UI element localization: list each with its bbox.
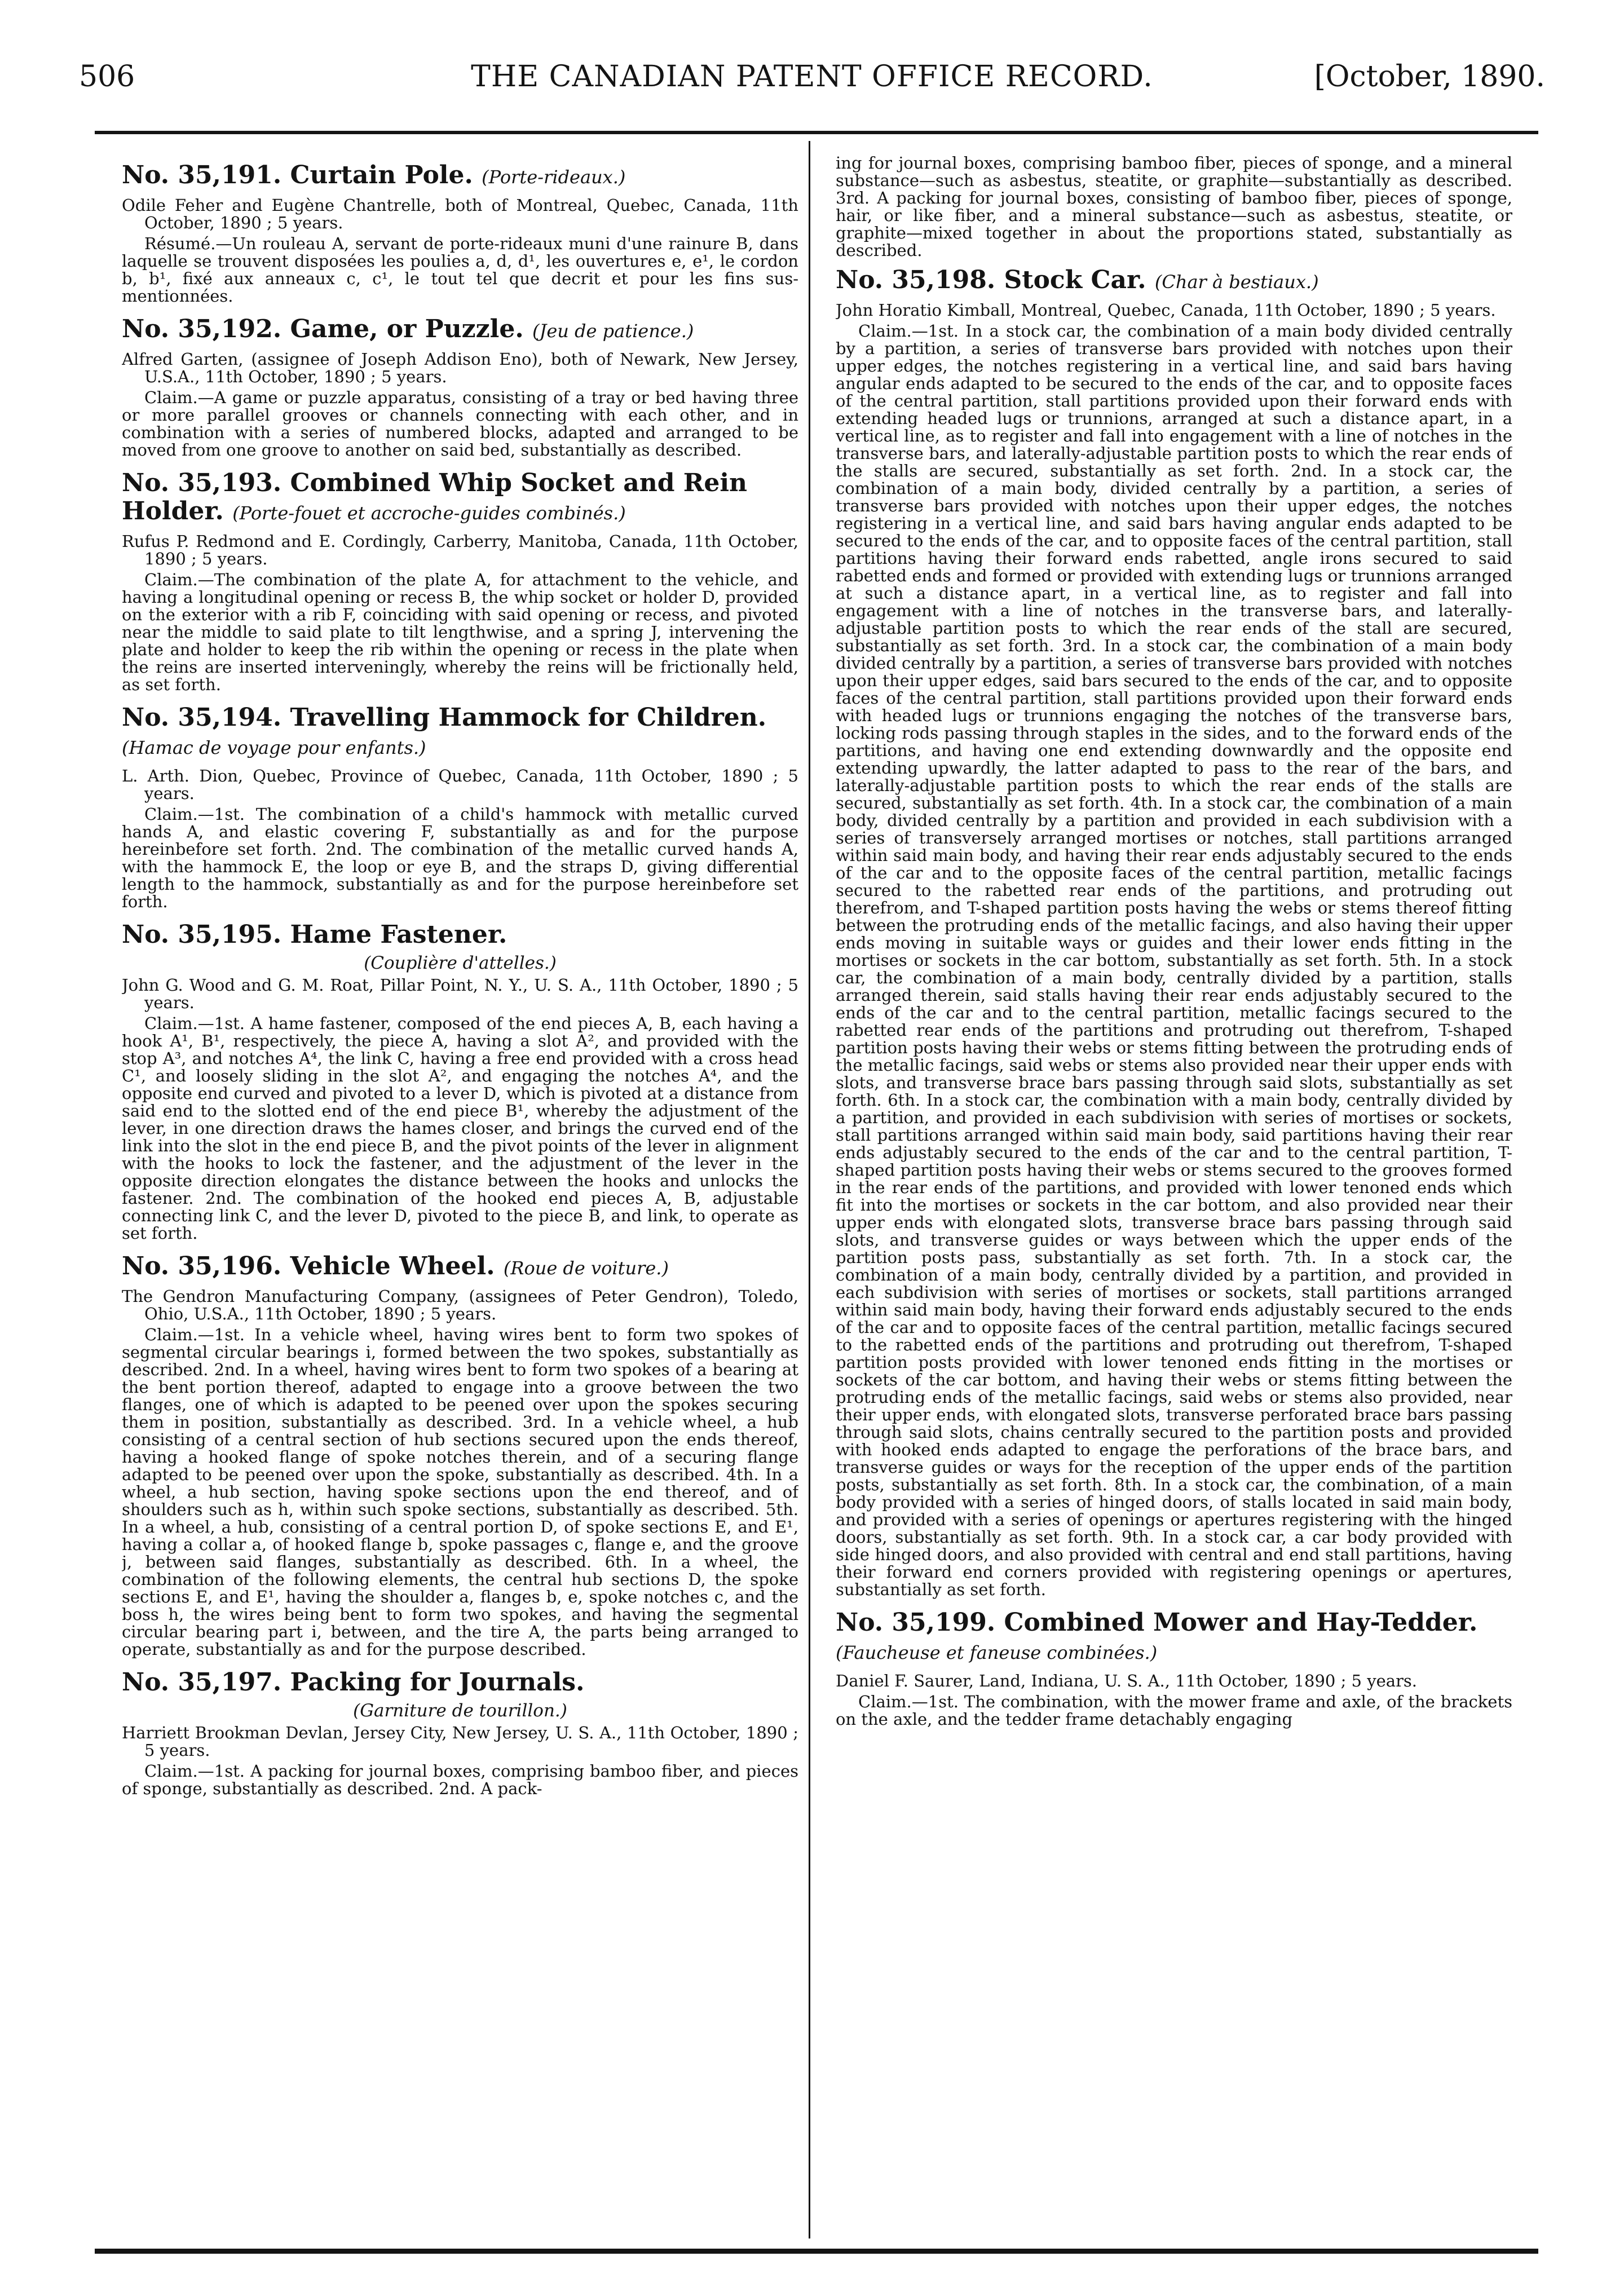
column-divider <box>809 141 810 2238</box>
claim-text: Claim.—The combination of the plate A, for attachment to the vehicle, and having a longitudinal opening or recess B, the whip socket or holder D, provided on the exterior with a rib F, coinciding with said opening or recess, and pivoted near the middle to said plate to tilt lengthwise, and a spring J, intervening the plate and holder to keep the rib within the opening or recess in the plate when the reins are inserted interveningly, whereby the reins will be frictionally held, as set forth. <box>122 570 798 694</box>
patent-title: Vehicle Wheel. <box>290 1252 495 1281</box>
entry-heading <box>836 1609 1512 1667</box>
french-title: (Porte-fouet et accroche-guides combinés.) <box>232 502 626 524</box>
entry-heading <box>836 266 1512 296</box>
patent-title: Game, or Puzzle. <box>290 315 524 343</box>
claim-text: Claim.—1st. The combination of a child's hammock with metallic curved hands A, and elastic covering F, substantially as and for the purpose hereinbefore set forth. 2nd. The combination of the metallic curved hands A, with the hammock E, the loop or eye B, and the straps D, giving differential length to the hammock, substantially as and for the purpose hereinbefore set forth. <box>122 805 798 911</box>
patent-title: Hame Fastener. <box>290 920 508 949</box>
patent-number: No. 35,196. <box>122 1252 282 1281</box>
patent-title: Combined Whip Socket and Rein Holder. <box>122 469 748 526</box>
patent-title: Packing for Journals. <box>290 1668 585 1697</box>
applicant: Daniel F. Saurer, Land, Indiana, U. S. A., 11th October, 1890 ; 5 years. <box>836 1671 1418 1690</box>
french-title: (Faucheuse et faneuse combinées.) <box>836 1642 1158 1663</box>
patent-title: Curtain Pole. <box>290 161 473 189</box>
patent-number: No. 35,191. <box>122 161 282 189</box>
applicant: Odile Feher and Eugène Chantrelle, both of Montreal, Quebec, Canada, 11th October, 1890 ; 5 years. <box>122 196 798 232</box>
patent-entry-35196 <box>122 1252 798 1658</box>
french-title: (Roue de voiture.) <box>503 1257 669 1279</box>
right-column <box>836 154 1512 2235</box>
claim-text: Claim.—1st. A packing for journal boxes, comprising bamboo fiber, and pieces of sponge, substantially as described. 2nd. A pack- <box>122 1761 798 1798</box>
patent-number: No. 35,199. <box>836 1608 996 1637</box>
applicant: Rufus P. Redmond and E. Cordingly, Carberry, Manitoba, Canada, 11th October, 1890 ; 5 years. <box>122 532 798 568</box>
applicant: Alfred Garten, (assignee of Joseph Addison Eno), both of Newark, New Jersey, U.S.A., 11th October, 1890 ; 5 years. <box>122 350 798 386</box>
claim-text: Claim.—1st. The combination, with the mower frame and axle, of the brackets on the axle, and the tedder frame detachably engaging <box>836 1692 1512 1729</box>
patent-number: No. 35,197. <box>122 1668 282 1697</box>
patent-number: No. 35,193. <box>122 469 282 497</box>
patent-entry-35198 <box>836 266 1512 1599</box>
french-title: (Couplière d'attelles.) <box>364 953 557 973</box>
patent-number: No. 35,194. <box>122 703 282 732</box>
claim-text: Claim.—A game or puzzle apparatus, consisting of a tray or bed having three or more parallel grooves or channels connecting with each other, and in combination with a series of numbered blocks, adapted and arranged to be moved from one groove to another on said bed, substantially as described. <box>122 388 798 460</box>
patent-number: No. 35,192. <box>122 315 282 343</box>
page-header <box>79 54 1545 99</box>
entry-heading <box>122 921 798 949</box>
entry-heading <box>122 161 798 191</box>
applicant: Harriett Brookman Devlan, Jersey City, New Jersey, U. S. A., 11th October, 1890 ; 5 years. <box>122 1723 798 1760</box>
french-title: (Porte-rideaux.) <box>482 166 626 188</box>
patent-number: No. 35,195. <box>122 920 282 949</box>
french-title: (Jeu de patience.) <box>532 320 694 342</box>
patent-title: Travelling Hammock for Children. <box>290 703 767 732</box>
entry-heading <box>122 1252 798 1282</box>
patent-entry-35192 <box>122 315 798 459</box>
issue-date: [October, 1890. <box>1314 60 1545 94</box>
page-frame <box>95 131 1538 2254</box>
claim-text: Claim.—1st. In a vehicle wheel, having wires bent to form two spokes of segmental circular bearings i, formed between the two spokes, substantially as described. 2nd. In a wheel, having wires bent to form two spokes of a bearing at the bent portion thereof, adapted to engage into a groove between the two flanges, one of which is adapted to be peened over upon the spokes securing them in position, substantially as described. 3rd. In a vehicle wheel, a hub consisting of a central section of hub sections secured upon the ends thereof, having a hooked flange of spoke notches therein, and of a securing flange adapted to be peened over upon the spoke, substantially as described. 4th. In a wheel, a hub section, having spoke sections upon the end thereof, and of shoulders such as h, within such spoke sections, substantially as described. 5th. In a wheel, a hub, consisting of a central portion D, of spoke sections E, and E¹, having a collar a, of hooked flange b, spoke passages c, flange e, and the groove j, between said flanges, substantially as described. 6th. In a wheel, the combination of the following elements, the central hub sections D, the spoke sections E, and E¹, having the shoulder a, flanges b, e, spoke notches c, and the boss h, the wires being bent to form two spokes, and having the segmental circular bearing part i, between, and the tire A, the parts being arranged to operate, substantially as and for the purpose described. <box>122 1325 798 1659</box>
applicant: John Horatio Kimball, Montreal, Quebec, Canada, 11th October, 1890 ; 5 years. <box>836 301 1496 320</box>
claim-text: Claim.—1st. In a stock car, the combination of a main body divided centrally by a partition, a series of transverse bars provided with notches upon their upper edges, the notches registering in a vertical line, and said bars having angular ends adapted to be secured to the ends of the car, and to opposite faces of the central partition, stall partitions provided upon their forward ends with extending headed lugs or trunnions, arranged at such a distance apart, in a vertical line, as to register and fall into engagement with a line of notches in the transverse bars, and laterally-adjustable partition posts to which the rear ends of the stalls are secured, substantially as set forth. 2nd. In a stock car, the combination of a main body, divided centrally by a partition, a series of transverse bars provided with notches upon their upper edges, the notches registering in a vertical line, and said bars having angular ends adapted to be secured to the ends of the car, and to opposite faces of the central partition, stall partitions having their forward ends rabetted, angle irons secured to said rabetted ends and formed or provided with extending lugs or trunnions arranged at such a distance apart, in a vertical line, as to register and fall into engagement with a line of notches in the transverse bars, and laterally-adjustable partition posts to which the rear ends of the stall are secured, substantially as set forth. 3rd. In a stock car, the combination of a main body divided centrally by a partition, a series of transverse bars provided with notches upon their upper edges, said bars secured to the ends of the car, and to opposite faces of the central partition, stall partitions provided upon their forward ends with headed lugs or trunnions engaging the notches of the transverse bars, locking rods passing through staples in the sides, and to the forward ends of the partitions, and having one end extending downwardly and the opposite end extending upwardly, the latter adapted to pass to the rear of the bars, and laterally-adjustable partition posts to which the rear ends of the stalls are secured, substantially as set forth. 4th. In a stock car, the combination of a main body, divided centrally by a partition and provided in each subdivision with a series of transversely arranged mortises or notches, stall partitions arranged within said main body, and having their rear ends adjustably secured to the ends of the car and to the opposite faces of the central partition, metallic facings secured to the rabetted rear ends of the partitions, and protruding out therefrom, and T-shaped partition posts having the webs or stems thereof fitting between the protruding ends of the metallic facings, and also having their upper ends moving in suitable ways or guides and their lower ends fitting in the mortises or sockets in the car bottom, substantially as set forth. 5th. In a stock car, the combination of a main body, centrally divided by a partition, stalls arranged therein, said stalls having their rear ends adjustably secured to the ends of the car and to the central partition, metallic facings secured to the rabetted rear ends of the partitions and protruding out therefrom, T-shaped partition posts having their webs or stems fitting between the protruding ends of the metallic facings, said webs or stems also provided near their upper ends with slots, and transverse brace bars passing through said slots, substantially as set forth. 6th. In a stock car, the combination with a main body, centrally divided by a partition, and provided in each subdivision with series of mortises or sockets, stall partitions arranged within said main body, said partitions having their rear ends adjustably secured to the ends of the car and to the central partition, T-shaped partition posts having their webs or stems secured to the grooves formed in the rear ends of the partitions, and provided with lower tenoned ends which fit into the mortises or sockets in the car bottom, and also provided near their upper ends with elongated slots, transverse brace bars passing through said slots, and transverse guides or ways between which the upper ends of the partition posts pass, substantially as set forth. 7th. In a stock car, the combination of a main body, centrally divided by a partition, and provided in each subdivision with series of mortises or sockets, stall partitions arranged within said main body, having their forward ends adjustably secured to the ends of the car and to opposite faces of the central partition, metallic facings secured to the rabetted ends of the partitions and protruding out therefrom, T-shaped partition posts provided with lower tenoned ends fitting in the mortises or sockets of the car bottom, and having their webs or stems fitting between the protruding ends of the metallic facings, said webs or stems also provided, near their upper ends, with elongated slots, transverse perforated brace bars passing through said slots, chains centrally secured to the partition posts and provided with hooked ends adapted to engage the perforations of the brace bars, and transverse guides or ways for the reception of the upper ends of the partition posts, substantially as set forth. 8th. In a stock car, the combination, of a main body provided with a series of hinged doors, of stalls located in said main body, and provided with a series of openings or apertures registering with the hinged doors, substantially as set forth. 9th. In a stock car, a car body provided with side hinged doors, and also provided with central and end stall partitions, having their forward end corners provided with registering openings or apertures, substantially as set forth. <box>836 321 1512 1599</box>
entry-heading <box>122 315 798 345</box>
claim-continuation: ing for journal boxes, comprising bamboo fiber, pieces of sponge, and a mineral substance—such as asbestus, steatite, or graphite—substantially as described. 3rd. A packing for journal boxes, consisting of bamboo fiber, pieces of sponge, hair, or like fiber, and a mineral substance—such as asbestus, steatite, or graphite—mixed together in about the proportions stated, substantially as described. <box>836 154 1512 260</box>
entry-heading <box>122 469 798 527</box>
left-column <box>122 154 798 2235</box>
french-title: (Garniture de tourillon.) <box>353 1701 567 1721</box>
french-title: (Char à bestiaux.) <box>1154 271 1319 293</box>
claim-text: Claim.—1st. A hame fastener, composed of the end pieces A, B, each having a hook A¹, B¹, respectively, the piece A, having a slot A², and provided with the stop A³, and notches A⁴, the link C, having a free end provided with a cross head C¹, and loosely sliding in the slot A², and engaging the notches A⁴, and the opposite end curved and pivoted to a lever D, which is pivoted at a distance from said end to the slotted end of the end piece B¹, whereby the adjustment of the lever, in one direction draws the hames closer, and brings the curved end of the link into the slot in the end piece B, and the pivot points of the lever in alignment with the hooks to lock the fastener, and the adjustment of the lever in the opposite direction elongates the distance between the hooks and unlocks the fastener. 2nd. The combination of the hooked end pieces A, B, adjustable connecting link C, and the lever D, pivoted to the piece B, and link, to operate as set forth. <box>122 1014 798 1243</box>
entry-heading <box>122 704 798 762</box>
patent-entry-35191 <box>122 161 798 305</box>
entry-heading <box>122 1668 798 1697</box>
applicant: John G. Wood and G. M. Roat, Pillar Point, N. Y., U. S. A., 11th October, 1890 ; 5 years. <box>122 975 798 1012</box>
patent-entry-35194 <box>122 704 798 911</box>
patent-number: No. 35,198. <box>836 266 996 294</box>
claim-text: Résumé.—Un rouleau A, servant de porte-rideaux muni d'une rainure B, dans laquelle se trouvent disposées les poulies a, d, d¹, les ouvertures e, e¹, le cordon b, b¹, fixé aux anneaux c, c¹, le tout tel que decrit et pour les fins sus-mentionnées. <box>122 234 798 306</box>
page-number: 506 <box>79 60 135 94</box>
french-title: (Hamac de voyage pour enfants.) <box>122 737 426 758</box>
patent-title: Stock Car. <box>1004 266 1146 294</box>
applicant: The Gendron Manufacturing Company, (assignees of Peter Gendron), Toledo, Ohio, U.S.A., 11th October, 1890 ; 5 years. <box>122 1287 798 1323</box>
patent-entry-35193 <box>122 469 798 694</box>
patent-title: Combined Mower and Hay-Tedder. <box>1004 1608 1478 1637</box>
applicant: L. Arth. Dion, Quebec, Province of Quebec, Canada, 11th October, 1890 ; 5 years. <box>122 766 798 803</box>
patent-entry-35197 <box>122 1668 798 1798</box>
patent-entry-35195 <box>122 921 798 1242</box>
page-title: THE CANADIAN PATENT OFFICE RECORD. <box>471 60 1153 94</box>
bottom-rule <box>95 2249 1538 2254</box>
patent-entry-35199 <box>836 1609 1512 1728</box>
